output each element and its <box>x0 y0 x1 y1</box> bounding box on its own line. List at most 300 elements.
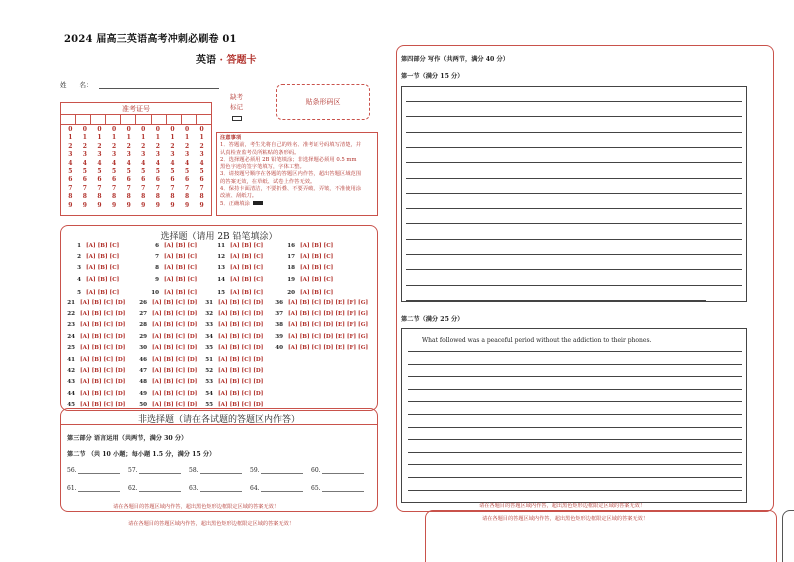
exam-id-digit[interactable]: 7 <box>126 184 131 192</box>
exam-id-digit[interactable]: 0 <box>68 126 73 133</box>
writing-line[interactable] <box>406 193 742 194</box>
exam-id-column[interactable] <box>165 126 180 210</box>
writing-line[interactable] <box>406 223 742 224</box>
exam-id-digit[interactable]: 9 <box>141 201 146 209</box>
writing-line[interactable] <box>408 452 742 453</box>
writing-line[interactable] <box>406 101 742 102</box>
answer-options[interactable]: [A] [B] [C] [D] <box>80 344 126 351</box>
exam-id-column[interactable] <box>121 126 136 210</box>
exam-id-digit[interactable]: 7 <box>199 184 204 192</box>
exam-id-bubbles[interactable] <box>61 125 211 211</box>
exam-id-digit[interactable]: 8 <box>126 193 131 201</box>
exam-id-digit[interactable]: 0 <box>170 126 175 133</box>
exam-id-digit[interactable]: 7 <box>141 184 146 192</box>
exam-id-digit[interactable]: 2 <box>126 142 131 150</box>
answer-options[interactable]: [A] [B] [C] [D] <box>152 322 198 329</box>
answer-options[interactable]: [A] [B] [C] <box>230 276 264 283</box>
exam-id-digit[interactable]: 3 <box>126 151 131 159</box>
exam-id-digit[interactable]: 1 <box>126 134 131 142</box>
writing-line[interactable] <box>408 464 742 465</box>
writing-line[interactable] <box>406 147 742 148</box>
writing-line[interactable] <box>408 376 742 377</box>
mcq-question[interactable] <box>147 253 197 261</box>
exam-id-digit[interactable]: 9 <box>199 201 204 209</box>
answer-options[interactable]: [A] [B] [C] [D] <box>152 357 198 363</box>
blank-answer[interactable] <box>250 485 311 492</box>
exam-id-digit[interactable]: 6 <box>155 176 160 184</box>
answer-options[interactable]: [A] [B] [C] [D] <box>80 357 126 363</box>
exam-id-column[interactable] <box>180 126 195 210</box>
question-number: 13 <box>217 265 225 272</box>
writing-line[interactable] <box>408 401 742 402</box>
answer-options[interactable]: [A] [B] [C] [D] <box>80 379 126 386</box>
exam-id-digit[interactable]: 2 <box>97 142 102 150</box>
question-number: 47 <box>139 368 147 375</box>
answer-options[interactable]: [A] [B] [C] <box>300 289 334 296</box>
exam-id-digit[interactable]: 5 <box>141 168 146 176</box>
exam-id-digit[interactable]: 9 <box>82 201 87 209</box>
blank-answer[interactable] <box>311 467 372 474</box>
exam-id-digit[interactable]: 4 <box>199 159 204 167</box>
writing-line[interactable] <box>408 490 742 491</box>
mcq-question[interactable] <box>63 321 125 329</box>
exam-id-digit[interactable]: 1 <box>184 134 190 142</box>
mcq-question[interactable] <box>271 299 368 307</box>
question-number: 16 <box>287 243 295 249</box>
answer-options[interactable]: [A] [B] [C] [D] <box>218 300 264 306</box>
exam-id-digit[interactable]: 5 <box>82 168 87 176</box>
exam-id-digit[interactable]: 6 <box>68 176 73 184</box>
answer-options[interactable]: [A] [B] [C] <box>86 254 120 261</box>
blank-line[interactable] <box>261 485 303 492</box>
writing-section1-heading: 第一节（满分 15 分） <box>401 73 464 80</box>
writing-line[interactable] <box>406 162 742 163</box>
mcq-question[interactable] <box>135 378 197 386</box>
answer-options[interactable]: [A] [B] [C] <box>164 265 198 272</box>
exam-id-digit[interactable]: 9 <box>68 201 73 209</box>
exam-id-digit[interactable]: 4 <box>126 159 131 167</box>
writing-prompt: What followed was a peaceful period without the addiction to their phones. <box>422 337 652 344</box>
question-number: 28 <box>139 322 147 329</box>
blanks-row-2[interactable] <box>67 485 372 492</box>
exam-id-column[interactable] <box>78 126 93 210</box>
name-field[interactable] <box>60 80 219 89</box>
blank-line[interactable] <box>261 467 303 474</box>
writing-line[interactable] <box>406 269 742 270</box>
exam-id-column[interactable] <box>194 126 209 210</box>
exam-id-digit[interactable]: 6 <box>97 176 102 184</box>
exam-id-digit[interactable]: 3 <box>97 151 102 159</box>
blank-answer[interactable] <box>189 467 250 474</box>
blank-line[interactable] <box>78 485 120 492</box>
exam-id-digit[interactable]: 2 <box>199 142 204 150</box>
mcq-question[interactable] <box>201 390 263 398</box>
answer-options[interactable]: [A] [B] [C] [D] <box>218 357 264 363</box>
answer-options[interactable]: [A] [B] [C] [D] <box>218 322 264 329</box>
answer-options[interactable]: [A] [B] [C] [D] <box>152 311 198 318</box>
absent-checkbox[interactable] <box>232 116 242 121</box>
exam-id-digit[interactable]: 0 <box>184 126 190 133</box>
answer-options[interactable]: [A] [B] [C] [D] <box>80 300 126 306</box>
mcq-question[interactable] <box>271 310 368 318</box>
exam-id-column[interactable] <box>107 126 122 210</box>
answer-options[interactable]: [A] [B] [C] <box>230 289 264 296</box>
exam-id-digit[interactable]: 3 <box>82 151 87 159</box>
answer-options[interactable]: [A] [B] [C] [D] [E] [F] [G] <box>288 322 369 329</box>
writing-line[interactable] <box>408 351 742 352</box>
mcq-question[interactable] <box>201 321 263 329</box>
mcq-question[interactable] <box>69 289 119 297</box>
answer-options[interactable]: [A] [B] [C] [D] <box>218 401 264 408</box>
exam-id-digit[interactable]: 2 <box>155 142 160 150</box>
blank-line[interactable] <box>200 467 242 474</box>
mcq-question[interactable] <box>213 276 263 284</box>
exam-id-digit[interactable]: 0 <box>126 126 131 133</box>
question-number: 4 <box>77 276 81 283</box>
exam-id-digit[interactable]: 8 <box>184 193 190 201</box>
exam-id-column[interactable] <box>63 126 78 210</box>
mcq-question[interactable] <box>63 333 125 341</box>
mcq-question[interactable] <box>147 289 197 297</box>
exam-id-write-cells[interactable] <box>61 115 211 125</box>
exam-id-digit[interactable]: 0 <box>155 126 160 133</box>
exam-id-digit[interactable]: 8 <box>97 193 102 201</box>
answer-options[interactable]: [A] [B] [C] [D] <box>152 379 198 386</box>
answer-options[interactable]: [A] [B] [C] [D] <box>152 300 198 306</box>
exam-id-digit[interactable]: 9 <box>170 201 175 209</box>
mcq-question[interactable] <box>69 264 119 272</box>
mcq-question[interactable] <box>147 242 197 250</box>
question-number: 19 <box>287 276 295 283</box>
answer-options[interactable]: [A] [B] [C] <box>86 276 120 283</box>
blank-line[interactable] <box>78 467 120 474</box>
writing-line[interactable] <box>406 132 742 133</box>
mcq-question[interactable] <box>63 344 125 352</box>
exam-id-digit[interactable]: 3 <box>199 151 204 159</box>
mcq-question[interactable] <box>201 344 263 352</box>
writing-line[interactable] <box>408 427 742 428</box>
mcq-question[interactable] <box>201 378 263 386</box>
mcq-question[interactable] <box>135 390 197 398</box>
blank-answer[interactable] <box>189 485 250 492</box>
mcq-question[interactable] <box>213 264 263 272</box>
exam-id-digit[interactable]: 8 <box>68 193 73 201</box>
exam-id-digit[interactable]: 4 <box>184 159 190 167</box>
exam-id-digit[interactable]: 4 <box>68 159 73 167</box>
part4-heading: 第四部分 写作（共两节，满分 40 分） <box>401 56 509 63</box>
exam-id-digit[interactable]: 2 <box>170 142 175 150</box>
answer-options[interactable]: [A] [B] [C] <box>230 243 264 249</box>
exam-id-digit[interactable]: 0 <box>97 126 102 133</box>
mcq-question[interactable] <box>283 264 333 272</box>
exam-id-digit[interactable]: 6 <box>126 176 131 184</box>
writing-line[interactable] <box>408 439 742 440</box>
answer-options[interactable]: [A] [B] [C] <box>164 276 198 283</box>
blank-answer[interactable] <box>128 485 189 492</box>
exam-id-digit[interactable]: 7 <box>82 184 87 192</box>
answer-options[interactable]: [A] [B] [C] <box>300 254 334 261</box>
blank-number: 64. <box>250 485 260 492</box>
exam-id-digit[interactable]: 6 <box>111 176 117 184</box>
answer-options[interactable]: [A] [B] [C] [D] <box>80 368 126 375</box>
mcq-question[interactable] <box>63 367 125 375</box>
writing-line[interactable] <box>406 254 742 255</box>
mcq-question[interactable] <box>213 289 263 297</box>
mcq-question[interactable] <box>271 321 368 329</box>
exam-id-digit[interactable]: 5 <box>184 168 190 176</box>
answer-options[interactable]: [A] [B] [C] <box>164 243 198 249</box>
writing-line[interactable] <box>406 178 742 179</box>
exam-id-digit[interactable]: 9 <box>126 201 131 209</box>
name-line[interactable] <box>99 81 219 89</box>
blank-line[interactable] <box>139 467 181 474</box>
mcq-question[interactable] <box>201 367 263 375</box>
mcq-question[interactable] <box>213 253 263 261</box>
exam-id-digit[interactable]: 1 <box>199 134 204 142</box>
answer-options[interactable]: [A] [B] [C] [D] <box>152 333 198 340</box>
exam-id-digit[interactable]: 3 <box>111 151 117 159</box>
bottom-warning-left: 请在各题目的答题区域内作答，超出黑色矩形边框限定区域的答案无效！ <box>128 521 295 527</box>
exam-id-digit[interactable]: 3 <box>141 151 146 159</box>
answer-options[interactable]: [A] [B] [C] [D] [E] [F] [G] <box>288 300 369 306</box>
exam-id-digit[interactable]: 3 <box>184 151 190 159</box>
exam-id-digit[interactable]: 7 <box>170 184 175 192</box>
exam-id-digit[interactable]: 1 <box>141 134 146 142</box>
exam-id-digit[interactable]: 6 <box>184 176 190 184</box>
exam-id-digit[interactable]: 5 <box>126 168 131 176</box>
exam-id-digit[interactable]: 5 <box>97 168 102 176</box>
mcq-question[interactable] <box>69 276 119 284</box>
mcq-question[interactable] <box>135 310 197 318</box>
exam-id-digit[interactable]: 4 <box>141 159 146 167</box>
fill-example: 5．正确填涂 <box>220 201 374 208</box>
mcq-question[interactable] <box>69 242 119 250</box>
mcq-question[interactable] <box>63 390 125 398</box>
mcq-question[interactable] <box>135 344 197 352</box>
answer-options[interactable]: [A] [B] [C] [D] [E] [F] [G] <box>288 333 369 340</box>
exam-id-digit[interactable]: 1 <box>97 134 102 142</box>
blank-line[interactable] <box>322 485 364 492</box>
exam-id-column[interactable] <box>151 126 166 210</box>
exam-id-digit[interactable]: 4 <box>155 159 160 167</box>
answer-options[interactable]: [A] [B] [C] [D] <box>152 368 198 375</box>
writing-line[interactable] <box>406 300 706 301</box>
exam-id-digit[interactable]: 8 <box>111 193 117 201</box>
answer-options[interactable]: [A] [B] [C] [D] <box>152 344 198 351</box>
exam-id-digit[interactable]: 0 <box>199 126 204 133</box>
exam-id-digit[interactable]: 6 <box>82 176 87 184</box>
exam-id-digit[interactable]: 1 <box>155 134 160 142</box>
answer-options[interactable]: [A] [B] [C] [D] <box>80 322 126 329</box>
exam-id-digit[interactable]: 5 <box>170 168 175 176</box>
blank-line[interactable] <box>200 485 242 492</box>
mcq-question[interactable] <box>283 253 333 261</box>
answer-options[interactable]: [A] [B] [C] <box>300 276 334 283</box>
writing-line[interactable] <box>408 414 742 415</box>
answer-options[interactable]: [A] [B] [C] [D] <box>218 390 264 397</box>
mcq-question[interactable] <box>63 310 125 318</box>
answer-options[interactable]: [A] [B] [C] [D] <box>218 344 264 351</box>
answer-options[interactable]: [A] [B] [C] <box>86 243 120 249</box>
answer-options[interactable]: [A] [B] [C] [D] <box>80 390 126 397</box>
exam-id-column[interactable] <box>92 126 107 210</box>
mcq-question[interactable] <box>135 299 197 307</box>
writing-section2-box[interactable] <box>401 328 747 503</box>
answer-options[interactable]: [A] [B] [C] [D] <box>152 390 198 397</box>
writing-line[interactable] <box>406 116 742 117</box>
answer-options[interactable]: [A] [B] [C] <box>86 289 120 296</box>
mcq-question[interactable] <box>201 356 263 364</box>
mcq-question[interactable] <box>201 310 263 318</box>
exam-id-digit[interactable]: 9 <box>97 201 102 209</box>
blank-answer[interactable] <box>128 467 189 474</box>
exam-id-digit[interactable]: 6 <box>141 176 146 184</box>
mcq-question[interactable] <box>147 264 197 272</box>
exam-id-digit[interactable]: 3 <box>68 151 73 159</box>
exam-id-digit[interactable]: 3 <box>155 151 160 159</box>
exam-id-digit[interactable]: 8 <box>199 193 204 201</box>
blank-number: 59. <box>250 467 260 474</box>
exam-id-digit[interactable]: 2 <box>82 142 87 150</box>
mcq-question[interactable] <box>63 299 125 307</box>
exam-id-digit[interactable]: 6 <box>170 176 175 184</box>
mcq-question[interactable] <box>201 333 263 341</box>
exam-id-digit[interactable]: 8 <box>170 193 175 201</box>
exam-id-digit[interactable]: 4 <box>97 159 102 167</box>
question-number: 49 <box>139 390 147 397</box>
mcq-question[interactable] <box>63 378 125 386</box>
bottom-warning-right: 请在各题目的答题区域内作答，超出黑色矩形边框限定区域的答案无效！ <box>482 516 649 522</box>
writing-line[interactable] <box>408 477 742 478</box>
exam-id-digit[interactable]: 7 <box>155 184 160 192</box>
question-number: 2 <box>77 254 81 261</box>
answer-options[interactable]: [A] [B] [C] [D] <box>152 401 198 408</box>
exam-id-digit[interactable]: 9 <box>111 201 117 209</box>
exam-id-digit[interactable]: 1 <box>82 134 87 142</box>
answer-options[interactable]: [A] [B] [C] [D] <box>80 401 126 408</box>
exam-id-digit[interactable]: 2 <box>68 142 73 150</box>
exam-id-digit[interactable]: 5 <box>199 168 204 176</box>
answer-options[interactable]: [A] [B] [C] <box>300 243 334 249</box>
mcq-question[interactable] <box>271 344 368 352</box>
answer-options[interactable]: [A] [B] [C] [D] [E] [F] [G] <box>288 311 369 318</box>
answer-options[interactable]: [A] [B] [C] <box>164 254 198 261</box>
mcq-question[interactable] <box>283 242 333 250</box>
mcq-question[interactable] <box>271 333 368 341</box>
question-number: 35 <box>205 344 213 351</box>
exam-id-digit[interactable]: 4 <box>170 159 175 167</box>
answer-options[interactable]: [A] [B] [C] [D] <box>218 368 264 375</box>
choice-section-title: 选择题（请用 2B 铅笔填涂） <box>160 232 278 242</box>
blank-answer[interactable] <box>67 467 128 474</box>
mcq-question[interactable] <box>283 276 333 284</box>
exam-id-digit[interactable]: 8 <box>155 193 160 201</box>
exam-id-digit[interactable]: 1 <box>170 134 175 142</box>
mcq-question[interactable] <box>135 321 197 329</box>
answer-options[interactable]: [A] [B] [C] <box>164 289 198 296</box>
mcq-question[interactable] <box>135 367 197 375</box>
exam-id-digit[interactable]: 7 <box>97 184 102 192</box>
answer-options[interactable]: [A] [B] [C] [D] <box>218 379 264 386</box>
question-number: 11 <box>217 243 225 249</box>
exam-id-digit[interactable]: 5 <box>111 168 117 176</box>
exam-id-digit[interactable]: 7 <box>184 184 190 192</box>
answer-options[interactable]: [A] [B] [C] [D] <box>80 311 126 318</box>
exam-id-digit[interactable]: 8 <box>82 193 87 201</box>
mcq-question[interactable] <box>283 289 333 297</box>
mcq-question[interactable] <box>69 253 119 261</box>
writing-line[interactable] <box>406 285 742 286</box>
blank-number: 60. <box>311 467 321 474</box>
question-number: 14 <box>217 276 225 283</box>
exam-id-digit[interactable]: 2 <box>184 142 190 150</box>
writing-line[interactable] <box>406 239 742 240</box>
answer-options[interactable]: [A] [B] [C] <box>230 254 264 261</box>
exam-id-digit[interactable]: 4 <box>82 159 87 167</box>
exam-id-digit[interactable]: 3 <box>170 151 175 159</box>
writing-line[interactable] <box>408 389 742 390</box>
exam-id-digit[interactable]: 6 <box>199 176 204 184</box>
answer-options[interactable]: [A] [B] [C] [D] <box>218 333 264 340</box>
answer-options[interactable]: [A] [B] [C] [D] <box>80 333 126 340</box>
question-number: 3 <box>77 265 81 272</box>
filled-mark-icon <box>253 201 263 205</box>
blank-line[interactable] <box>322 467 364 474</box>
mcq-question[interactable] <box>135 356 197 364</box>
exam-id-digit[interactable]: 7 <box>68 184 73 192</box>
exam-id-digit[interactable]: 1 <box>111 134 117 142</box>
question-number: 1 <box>77 243 81 249</box>
question-number: 43 <box>67 379 75 386</box>
mcq-question[interactable] <box>135 333 197 341</box>
mcq-question[interactable] <box>213 242 263 250</box>
answer-options[interactable]: [A] [B] [C] <box>230 265 264 272</box>
answer-options[interactable]: [A] [B] [C] <box>86 265 120 272</box>
writing-line[interactable] <box>408 364 742 365</box>
question-number: 31 <box>205 300 213 306</box>
exam-id-digit[interactable]: 0 <box>141 126 146 133</box>
blank-line[interactable] <box>139 485 181 492</box>
nonchoice-section <box>60 408 378 512</box>
exam-id-digit[interactable]: 0 <box>111 126 117 133</box>
exam-id-digit[interactable]: 4 <box>111 159 117 167</box>
writing-line[interactable] <box>406 208 742 209</box>
exam-id-digit[interactable]: 1 <box>68 134 73 142</box>
exam-id-digit[interactable]: 5 <box>68 168 73 176</box>
exam-id-digit[interactable]: 7 <box>111 184 117 192</box>
exam-id-digit[interactable]: 0 <box>82 126 87 133</box>
writing-section1-box[interactable] <box>401 86 747 302</box>
mcq-question[interactable] <box>63 356 125 364</box>
exam-id-digit[interactable]: 9 <box>155 201 160 209</box>
blank-answer[interactable] <box>250 467 311 474</box>
answer-options[interactable]: [A] [B] [C] [D] [E] [F] [G] <box>288 344 369 351</box>
answer-options[interactable]: [A] [B] [C] <box>300 265 334 272</box>
exam-id-digit[interactable]: 2 <box>111 142 117 150</box>
answer-options[interactable]: [A] [B] [C] [D] <box>218 311 264 318</box>
blanks-row-1[interactable] <box>67 467 372 474</box>
exam-id-column[interactable] <box>136 126 151 210</box>
blank-answer[interactable] <box>67 485 128 492</box>
mcq-question[interactable] <box>201 299 263 307</box>
exam-id-digit[interactable]: 2 <box>141 142 146 150</box>
mcq-question[interactable] <box>147 276 197 284</box>
question-number: 37 <box>275 311 283 318</box>
blank-answer[interactable] <box>311 485 372 492</box>
exam-id-digit[interactable]: 9 <box>184 201 190 209</box>
exam-id-digit[interactable]: 5 <box>155 168 160 176</box>
exam-id-digit[interactable]: 8 <box>141 193 146 201</box>
